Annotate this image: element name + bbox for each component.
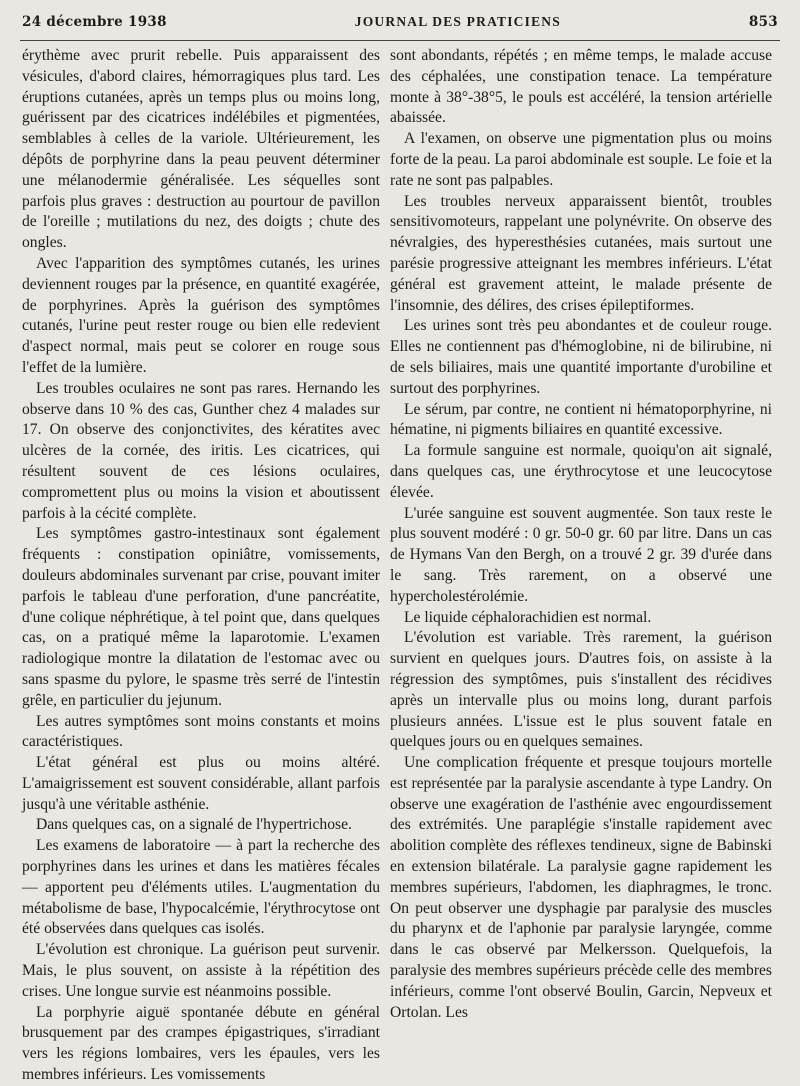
paragraph: Les troubles oculaires ne sont pas rares. Hernando les observe dans 10 % des cas, Gunther chez 4 malades sur 17. On observe des conjonctivites, des kératites avec ulcères de la cornée, des iritis. Les cicatrices, qui résultent souvent de ces lésions oculaires, compromettent plus ou moins la vision et aboutissent parfois à la cécité complète. [22, 379, 380, 522]
paragraph: Les troubles nerveux apparaissent bientôt, troubles sensitivomoteurs, rappelant une polynévrite. On observe des névralgies, des hyperesthésies cutanées, mais surtout une parésie progressive atteignant les membres inférieurs. L'état général est gravement atteint, le malade présente de l'insomnie, des délires, des crises épileptiformes. [390, 192, 772, 314]
issue-date: 24 décembre 1938 [22, 14, 167, 30]
paragraph: L'évolution est chronique. La guérison peut survenir. Mais, le plus souvent, on assiste à la répétition des crises. Une longue survie est néanmoins possible. [22, 941, 380, 1000]
paragraph: La formule sanguine est normale, quoiqu'on ait signalé, dans quelques cas, une érythrocytose et une leucocytose élevée. [390, 442, 772, 501]
paragraph: L'évolution est variable. Très rarement, la guérison survient en quelques jours. D'autres fois, on assiste à la régression des symptômes, puis s'installent des récidives après un intervalle plus ou moins long, durant parfois plusieurs années. L'issue est le plus souvent fatale en quelques jours ou en quelques semaines. [390, 629, 772, 751]
page-number: 853 [748, 14, 778, 30]
header-rule [20, 40, 780, 41]
paragraph: L'état général est plus ou moins altéré. L'amaigrissement est souvent considérable, allant parfois jusqu'à une véritable asthénie. [22, 754, 380, 813]
paragraph: Le sérum, par contre, ne contient ni hématoporphyrine, ni hématine, ni pigments biliaires en quantité excessive. [390, 400, 772, 439]
paragraph: Dans quelques cas, on a signalé de l'hypertrichose. [36, 816, 352, 834]
paragraph: A l'examen, on observe une pigmentation plus ou moins forte de la peau. La paroi abdominale est souple. Le foie et la rate ne sont pas palpables. [390, 130, 772, 189]
paragraph: sont abondants, répétés ; en même temps, le malade accuse des céphalées, une constipation tenace. La température monte à 38°-38°5, le pouls est accéléré, la tension artérielle abaissée. [390, 47, 772, 127]
paragraph: Le liquide céphalorachidien est normal. [404, 608, 652, 626]
right-column [390, 46, 772, 1023]
paragraph: L'urée sanguine est souvent augmentée. Son taux reste le plus souvent modéré : 0 gr. 50-0 gr. 60 par litre. Dans un cas de Hymans Van den Bergh, on a trouvé 2 gr. 39 d'urée dans le sang. Très rarement, on a observé une hypercholestérolémie. [390, 504, 772, 605]
paragraph: Les examens de laboratoire — à part la recherche des porphyrines dans les urines et dans les matières fécales — apportent peu d'éléments utiles. L'augmentation du métabolisme de base, l'hypocalcémie, l'érythrocytose ont été observées dans quelques cas isolés. [22, 837, 380, 938]
paragraph: Les autres symptômes sont moins constants et moins caractéristiques. [22, 712, 380, 751]
paragraph: Les symptômes gastro-intestinaux sont également fréquents : constipation opiniâtre, vomissements, douleurs abdominales survenant par crise, pouvant imiter parfois le tableau d'une perforation, d'une pancréatite, d'une colique néphrétique, à tel point que, dans quelques cas, on a pratiqué même la laparotomie. L'examen radiologique montre la dilatation de l'estomac avec ou sans spasme du pylore, le spasme très serré de l'intestin grêle, en particulier du jejunum. [22, 525, 380, 709]
left-column [22, 46, 380, 1086]
paragraph: Les urines sont très peu abondantes et de couleur rouge. Elles ne contiennent pas d'hémoglobine, ni de bilirubine, ni de sels biliaires, mais une quantité importante d'urobiline et surtout des porphyrines. [390, 317, 772, 397]
running-header [22, 14, 778, 36]
journal-title: JOURNAL DES PRATICIENS [354, 14, 561, 29]
paragraph: Une complication fréquente et presque toujours mortelle est représentée par la paralysie ascendante à type Landry. On observe une exagération de l'asthénie avec engourdissement des extrémités. Une paraplégie s'installe rapidement avec abolition complète des réflexes tendineux, signe de Babinski en extension bilatérale. La paralysie gagne rapidement les membres supérieurs, l'abdomen, les diaphragmes, le tronc. On peut observer une dysphagie par paralysie des muscles du pharynx et de l'aphonie par paralysie laryngée, comme dans le cas observé par Melkersson. Quelquefois, la paralysie des membres supérieurs précède celle des membres inférieurs, comme l'ont observé Boulin, Garcin, Nepveux et Ortolan. Les [390, 754, 772, 1021]
paragraph: Avec l'apparition des symptômes cutanés, les urines deviennent rouges par la présence, en quantité exagérée, de porphyrines. Après la guérison des symptômes cutanés, l'urine peut rester rouge ou bien elle redevient d'aspect normal, mais peut se colorer en rouge sous l'effet de la lumière. [22, 254, 380, 376]
paragraph: La porphyrie aiguë spontanée débute en général brusquement par des crampes épigastriques, s'irradiant vers les régions lombaires, vers les épaules, vers les membres inférieurs. Les vomissements [22, 1003, 380, 1084]
paragraph: érythème avec prurit rebelle. Puis apparaissent des vésicules, d'abord claires, hémorragiques plus tard. Les éruptions cutanées, après un temps plus ou moins long, guérissent par des cicatrices indélébiles et pigmentées, semblables à celles de la variole. Ultérieurement, les dépôts de porphyrine dans la peau peuvent déterminer une mélanodermie généralisée. Les séquelles sont parfois plus graves : destruction au pourtour de pavillon de l'oreille ; mutilations du nez, des doigts ; chute des ongles. [22, 47, 380, 252]
